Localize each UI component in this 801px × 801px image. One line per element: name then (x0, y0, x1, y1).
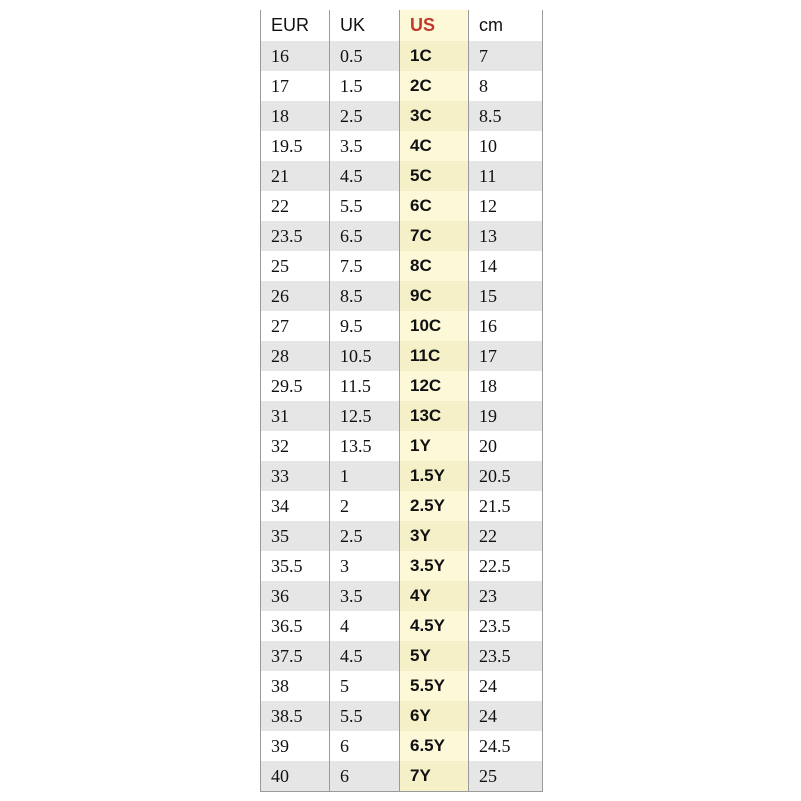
cell-eur: 34 (261, 491, 330, 521)
cell-cm: 20.5 (468, 461, 540, 491)
cell-us: 4C (400, 131, 468, 161)
header-eur: EUR (261, 10, 330, 41)
cell-cm: 16 (468, 311, 540, 341)
cell-uk: 4.5 (330, 161, 400, 191)
cell-eur: 35.5 (261, 551, 330, 581)
header-uk: UK (330, 10, 400, 41)
cell-us: 5Y (400, 641, 468, 671)
cell-eur: 28 (261, 341, 330, 371)
cell-eur: 29.5 (261, 371, 330, 401)
cell-uk: 13.5 (330, 431, 400, 461)
cell-us: 11C (400, 341, 468, 371)
cell-eur: 36 (261, 581, 330, 611)
cell-us: 4Y (400, 581, 468, 611)
table-row (261, 341, 542, 371)
cell-eur: 31 (261, 401, 330, 431)
cell-eur: 17 (261, 71, 330, 101)
cell-eur: 21 (261, 161, 330, 191)
cell-cm: 8.5 (468, 101, 540, 131)
cell-uk: 2.5 (330, 101, 400, 131)
cell-us: 1.5Y (400, 461, 468, 491)
cell-eur: 38.5 (261, 701, 330, 731)
cell-cm: 24.5 (468, 731, 540, 761)
table-row (261, 251, 542, 281)
cell-uk: 3 (330, 551, 400, 581)
cell-us: 5.5Y (400, 671, 468, 701)
cell-uk: 9.5 (330, 311, 400, 341)
cell-cm: 23.5 (468, 641, 540, 671)
cell-us: 3C (400, 101, 468, 131)
cell-us: 8C (400, 251, 468, 281)
cell-us: 13C (400, 401, 468, 431)
cell-cm: 23 (468, 581, 540, 611)
cell-cm: 25 (468, 761, 540, 791)
cell-eur: 32 (261, 431, 330, 461)
cell-uk: 10.5 (330, 341, 400, 371)
header-us: US (400, 10, 468, 41)
cell-cm: 22.5 (468, 551, 540, 581)
table-row (261, 131, 542, 161)
table-body (261, 41, 542, 791)
cell-us: 2C (400, 71, 468, 101)
table-row (261, 551, 542, 581)
cell-uk: 6.5 (330, 221, 400, 251)
table-row (261, 491, 542, 521)
table-row (261, 41, 542, 71)
cell-eur: 18 (261, 101, 330, 131)
cell-eur: 16 (261, 41, 330, 71)
cell-us: 3Y (400, 521, 468, 551)
cell-cm: 22 (468, 521, 540, 551)
cell-uk: 5.5 (330, 701, 400, 731)
cell-uk: 3.5 (330, 581, 400, 611)
cell-eur: 19.5 (261, 131, 330, 161)
table-row (261, 161, 542, 191)
table-row (261, 401, 542, 431)
table-row (261, 191, 542, 221)
cell-cm: 8 (468, 71, 540, 101)
cell-us: 3.5Y (400, 551, 468, 581)
cell-uk: 4.5 (330, 641, 400, 671)
table-row (261, 221, 542, 251)
cell-eur: 25 (261, 251, 330, 281)
cell-uk: 4 (330, 611, 400, 641)
size-conversion-table (260, 10, 543, 792)
cell-cm: 24 (468, 701, 540, 731)
table-row (261, 281, 542, 311)
cell-cm: 7 (468, 41, 540, 71)
cell-eur: 23.5 (261, 221, 330, 251)
cell-uk: 6 (330, 731, 400, 761)
table-row (261, 731, 542, 761)
table-row (261, 581, 542, 611)
table-row (261, 611, 542, 641)
cell-cm: 14 (468, 251, 540, 281)
cell-uk: 1.5 (330, 71, 400, 101)
cell-uk: 0.5 (330, 41, 400, 71)
table-row (261, 461, 542, 491)
table-row (261, 671, 542, 701)
cell-eur: 35 (261, 521, 330, 551)
table-row (261, 371, 542, 401)
cell-cm: 11 (468, 161, 540, 191)
cell-us: 12C (400, 371, 468, 401)
cell-eur: 27 (261, 311, 330, 341)
cell-cm: 19 (468, 401, 540, 431)
cell-cm: 23.5 (468, 611, 540, 641)
cell-us: 6.5Y (400, 731, 468, 761)
cell-uk: 6 (330, 761, 400, 791)
cell-cm: 15 (468, 281, 540, 311)
cell-uk: 5 (330, 671, 400, 701)
cell-eur: 39 (261, 731, 330, 761)
cell-cm: 18 (468, 371, 540, 401)
cell-uk: 2 (330, 491, 400, 521)
cell-uk: 1 (330, 461, 400, 491)
cell-cm: 20 (468, 431, 540, 461)
cell-uk: 8.5 (330, 281, 400, 311)
cell-eur: 37.5 (261, 641, 330, 671)
cell-uk: 12.5 (330, 401, 400, 431)
cell-us: 1C (400, 41, 468, 71)
cell-eur: 26 (261, 281, 330, 311)
cell-us: 4.5Y (400, 611, 468, 641)
table-row (261, 521, 542, 551)
cell-us: 7C (400, 221, 468, 251)
cell-cm: 12 (468, 191, 540, 221)
cell-eur: 33 (261, 461, 330, 491)
table-row (261, 761, 542, 791)
cell-eur: 36.5 (261, 611, 330, 641)
table-row (261, 641, 542, 671)
cell-eur: 38 (261, 671, 330, 701)
table-row (261, 431, 542, 461)
cell-us: 2.5Y (400, 491, 468, 521)
table-header-row (261, 10, 542, 41)
cell-uk: 2.5 (330, 521, 400, 551)
table-row (261, 311, 542, 341)
table-row (261, 71, 542, 101)
cell-uk: 3.5 (330, 131, 400, 161)
cell-cm: 13 (468, 221, 540, 251)
cell-eur: 40 (261, 761, 330, 791)
cell-us: 10C (400, 311, 468, 341)
cell-us: 9C (400, 281, 468, 311)
cell-us: 7Y (400, 761, 468, 791)
cell-cm: 24 (468, 671, 540, 701)
table-row (261, 101, 542, 131)
cell-uk: 5.5 (330, 191, 400, 221)
cell-cm: 17 (468, 341, 540, 371)
cell-uk: 11.5 (330, 371, 400, 401)
cell-us: 1Y (400, 431, 468, 461)
header-cm: cm (468, 10, 540, 41)
cell-eur: 22 (261, 191, 330, 221)
cell-us: 6Y (400, 701, 468, 731)
cell-cm: 10 (468, 131, 540, 161)
cell-cm: 21.5 (468, 491, 540, 521)
cell-uk: 7.5 (330, 251, 400, 281)
cell-us: 6C (400, 191, 468, 221)
table-row (261, 701, 542, 731)
cell-us: 5C (400, 161, 468, 191)
